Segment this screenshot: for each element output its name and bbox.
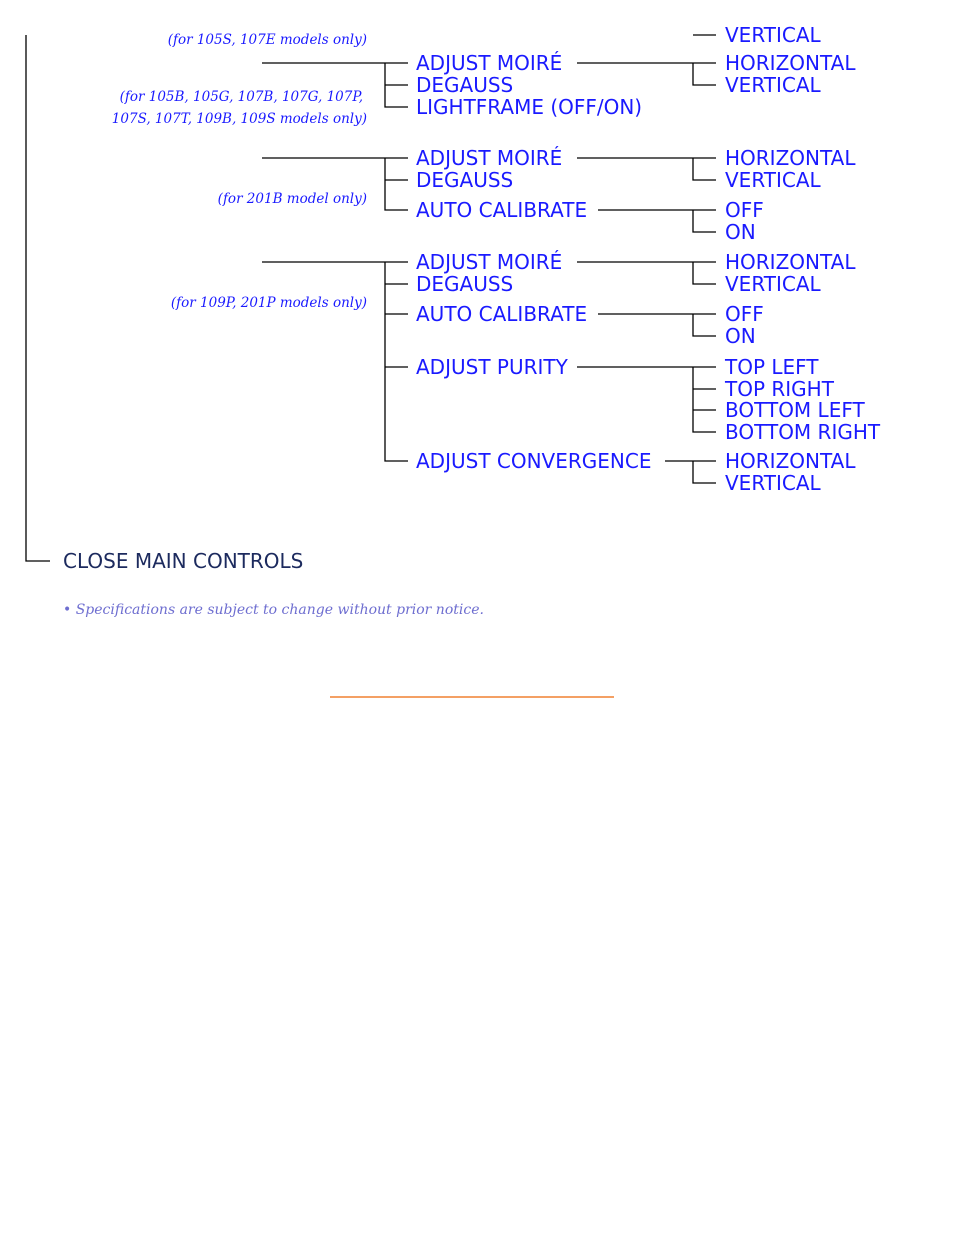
group2-calibrate-on: ON: [725, 220, 756, 244]
group2-calibrate-branch-line: [598, 210, 716, 232]
group3-item-degauss: DEGAUSS: [416, 272, 514, 296]
group3-moire-horizontal: HORIZONTAL: [725, 250, 856, 274]
group3-calibrate-off: OFF: [725, 302, 764, 326]
group2-moire-branch-line: [577, 158, 716, 180]
group3-item-adjust-convergence: ADJUST CONVERGENCE: [416, 449, 652, 473]
group3-item-adjust-purity: ADJUST PURITY: [416, 355, 568, 379]
group2-item-degauss: DEGAUSS: [416, 168, 514, 192]
group1-moire-vertical: VERTICAL: [725, 73, 821, 97]
main-trunk-line: [26, 35, 50, 561]
group3-connector-line: [262, 262, 408, 461]
group2-moire-horizontal: HORIZONTAL: [725, 146, 856, 170]
group1-moire-horizontal: HORIZONTAL: [725, 51, 856, 75]
specifications-disclaimer: • Specifications are subject to change without prior notice.: [63, 602, 484, 618]
group3-convergence-horizontal: HORIZONTAL: [725, 449, 856, 473]
group3-item-adjust-moire: ADJUST MOIRÉ: [416, 250, 563, 274]
group3-calibrate-branch-line: [598, 314, 716, 336]
close-main-controls-label: CLOSE MAIN CONTROLS: [63, 549, 304, 573]
group3-calibrate-on: ON: [725, 324, 756, 348]
group3-convergence-branch-line: [665, 461, 716, 483]
group2-item-adjust-moire: ADJUST MOIRÉ: [416, 146, 563, 170]
group3-purity-top-left: TOP LEFT: [725, 355, 819, 379]
group3-purity-top-right: TOP RIGHT: [725, 377, 834, 401]
group2-moire-vertical: VERTICAL: [725, 168, 821, 192]
group3-convergence-vertical: VERTICAL: [725, 471, 821, 495]
model-note-top: (for 105S, 107E models only): [167, 32, 367, 48]
group3-purity-branch-line: [577, 367, 716, 432]
group1-item-degauss: DEGAUSS: [416, 73, 514, 97]
group3-item-auto-calibrate: AUTO CALIBRATE: [416, 302, 588, 326]
group3-moire-branch-line: [577, 262, 716, 284]
group3-moire-vertical: VERTICAL: [725, 272, 821, 296]
group3-purity-bottom-left: BOTTOM LEFT: [725, 398, 865, 422]
group2-note: (for 201B model only): [217, 191, 367, 207]
group1-item-adjust-moire: ADJUST MOIRÉ: [416, 51, 563, 75]
group3-purity-bottom-right: BOTTOM RIGHT: [725, 420, 881, 444]
group2-calibrate-off: OFF: [725, 198, 764, 222]
group1-item-lightframe: LIGHTFRAME (OFF/ON): [416, 95, 643, 119]
group2-item-auto-calibrate: AUTO CALIBRATE: [416, 198, 588, 222]
group1-note-line1: (for 105B, 105G, 107B, 107G, 107P,: [119, 89, 363, 105]
group1-note-line2: 107S, 107T, 109B, 109S models only): [111, 111, 367, 127]
top-partial-label: VERTICAL: [725, 23, 821, 47]
group3-note: (for 109P, 201P models only): [170, 295, 367, 311]
group1-moire-branch-line: [577, 63, 716, 85]
